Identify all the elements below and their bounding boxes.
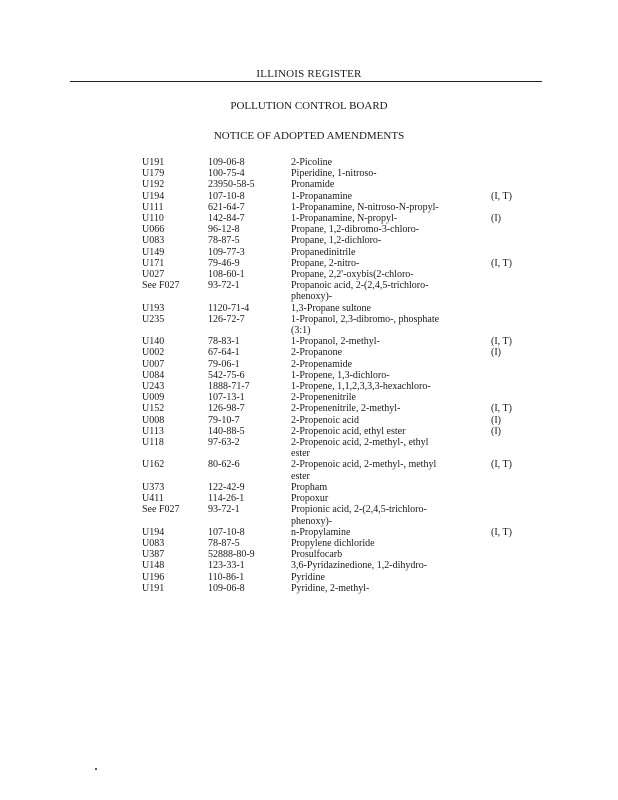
cas-number-cell: 52888-80-9 [208, 549, 255, 561]
substance-name-cell: 1-Propanamine, N-propyl- [291, 213, 398, 225]
waste-code-cell: U149 [142, 246, 165, 258]
waste-code-cell: U152 [142, 403, 165, 415]
substance-name-cell: phenoxy)- [291, 515, 333, 527]
substance-name-cell: 2-Propenoic acid, 2-methyl-, ethyl [291, 437, 429, 449]
table-row [142, 437, 531, 448]
substance-name-cell: 1-Propanol, 2,3-dibromo-, phosphate [291, 313, 440, 325]
substance-name-cell: Propham [291, 481, 328, 493]
hazard-code-cell [491, 504, 531, 515]
cas-number-cell: 78-83-1 [208, 336, 240, 348]
table-row [142, 538, 531, 549]
waste-code-cell: U113 [142, 425, 164, 437]
substance-name-cell: Propylene dichloride [291, 537, 375, 549]
cas-number-cell: 110-86-1 [208, 571, 245, 583]
table-row [142, 448, 531, 459]
table-row [142, 370, 531, 381]
table-row [142, 347, 531, 358]
substance-name-cell: (3:1) [291, 325, 311, 337]
hazard-code-cell [491, 370, 531, 381]
waste-code-cell: U083 [142, 537, 165, 549]
table-row [142, 549, 531, 560]
substance-name-cell: 1-Propene, 1,3-dichloro- [291, 369, 390, 381]
waste-code-cell: U373 [142, 481, 165, 493]
table-row [142, 168, 531, 179]
substance-name-cell: Pyridine, 2-methyl- [291, 582, 370, 594]
hazardous-waste-table [142, 157, 531, 594]
waste-code-cell: See F027 [142, 280, 180, 292]
cas-number-cell: 621-64-7 [208, 201, 245, 213]
table-row [142, 291, 531, 302]
substance-name-cell: Piperidine, 1-nitroso- [291, 168, 377, 180]
substance-name-cell: 2-Propenoic acid [291, 414, 360, 426]
hazard-code-cell [491, 303, 531, 314]
cas-number-cell [208, 325, 291, 336]
substance-name-cell: 1-Propanamine [291, 190, 353, 202]
waste-code-cell: U118 [142, 437, 164, 449]
waste-code-cell: U411 [142, 493, 164, 505]
hazard-code-cell [491, 538, 531, 549]
hazard-code-cell [491, 179, 531, 190]
hazard-code-cell [491, 549, 531, 560]
substance-name-cell: 2-Picoline [291, 157, 333, 168]
substance-name-cell: Prosulfocarb [291, 549, 343, 561]
table-row [142, 504, 531, 515]
table-row [142, 527, 531, 538]
table-row [142, 459, 531, 470]
table-row [142, 392, 531, 403]
substance-name-cell: Propanoic acid, 2-(2,4,5-trichloro- [291, 280, 429, 292]
hazard-code-cell: (I) [491, 213, 501, 225]
waste-code-cell: U387 [142, 549, 165, 561]
cas-number-cell: 78-87-5 [208, 235, 240, 247]
waste-code-cell: U009 [142, 392, 165, 404]
cas-number-cell: 23950-58-5 [208, 179, 255, 191]
waste-code-cell: U148 [142, 560, 165, 572]
cas-number-cell [208, 448, 291, 459]
waste-code-cell: U191 [142, 157, 165, 168]
cas-number-cell: 80-62-6 [208, 459, 240, 471]
substance-name-cell: Propane, 2,2'-oxybis(2-chloro- [291, 269, 414, 281]
substance-name-cell: phenoxy)- [291, 291, 333, 303]
cas-number-cell: 114-26-1 [208, 493, 245, 505]
cas-number-cell: 109-77-3 [208, 246, 245, 258]
waste-code-cell: U110 [142, 213, 164, 225]
substance-name-cell: 1,3-Propane sultone [291, 302, 371, 314]
table-row [142, 157, 531, 168]
table-row [142, 426, 531, 437]
substance-name-cell: 2-Propenamide [291, 358, 353, 370]
hazard-code-cell [491, 583, 531, 594]
waste-code-cell: U192 [142, 179, 165, 191]
table-row [142, 269, 531, 280]
waste-code-cell: U007 [142, 358, 165, 370]
table-row [142, 415, 531, 426]
waste-code-cell: U193 [142, 302, 165, 314]
cas-number-cell: 1888-71-7 [208, 381, 250, 393]
hazardous-waste-table-body [142, 157, 531, 594]
substance-name-cell: 1-Propanol, 2-methyl- [291, 336, 380, 348]
hazard-code-cell [491, 493, 531, 504]
hazard-code-cell [491, 224, 531, 235]
hazard-code-cell: (I, T) [491, 459, 512, 471]
substance-name-cell: 2-Propenenitrile [291, 392, 356, 404]
substance-name-cell: 2-Propenenitrile, 2-methyl- [291, 403, 401, 415]
table-row [142, 471, 531, 482]
hazard-code-cell: (I) [491, 347, 501, 359]
waste-code-cell [142, 516, 208, 527]
waste-code-cell: U084 [142, 369, 165, 381]
hazard-code-cell [491, 572, 531, 583]
cas-number-cell: 123-33-1 [208, 560, 245, 572]
cas-number-cell: 93-72-1 [208, 504, 240, 516]
table-row [142, 359, 531, 370]
waste-code-cell: U194 [142, 526, 165, 538]
hazard-code-cell [491, 168, 531, 179]
table-row [142, 303, 531, 314]
substance-name-cell: 1-Propanamine, N-nitroso-N-propyl- [291, 201, 439, 213]
scan-speck [95, 768, 97, 770]
table-row [142, 280, 531, 291]
table-row [142, 247, 531, 258]
waste-code-cell: U191 [142, 582, 165, 594]
cas-number-cell: 100-75-4 [208, 168, 245, 180]
table-row [142, 493, 531, 504]
cas-number-cell: 107-13-1 [208, 392, 245, 404]
cas-number-cell: 140-88-5 [208, 425, 245, 437]
cas-number-cell: 96-12-8 [208, 224, 240, 236]
table-row [142, 235, 531, 246]
hazard-code-cell [491, 202, 531, 213]
hazard-code-cell [491, 381, 531, 392]
substance-name-cell: 2-Propenoic acid, 2-methyl-, methyl [291, 459, 437, 471]
table-row [142, 325, 531, 336]
cas-number-cell: 79-10-7 [208, 414, 240, 426]
hazard-code-cell: (I, T) [491, 403, 512, 415]
table-row [142, 202, 531, 213]
substance-name-cell: Propoxur [291, 493, 329, 505]
cas-number-cell: 126-72-7 [208, 313, 245, 325]
substance-name-cell: Propane, 1,2-dibromo-3-chloro- [291, 224, 420, 236]
table-row [142, 258, 531, 269]
hazard-code-cell [491, 280, 531, 291]
hazard-code-cell [491, 448, 531, 459]
hazard-code-cell: (I) [491, 425, 501, 437]
hazard-code-cell [491, 157, 531, 168]
waste-code-cell: U008 [142, 414, 165, 426]
hazard-code-cell [491, 325, 531, 336]
hazard-code-cell [491, 269, 531, 280]
cas-number-cell: 107-10-8 [208, 190, 245, 202]
waste-code-cell: U111 [142, 201, 164, 213]
cas-number-cell [208, 516, 291, 527]
cas-number-cell: 122-42-9 [208, 481, 245, 493]
cas-number-cell [208, 291, 291, 302]
hazard-code-cell: (I, T) [491, 190, 512, 202]
hazard-code-cell [491, 482, 531, 493]
hazard-code-cell [491, 392, 531, 403]
substance-name-cell: 1-Propene, 1,1,2,3,3,3-hexachloro- [291, 381, 431, 393]
waste-code-cell: U179 [142, 168, 165, 180]
hazard-code-cell [491, 291, 531, 302]
hazard-code-cell: (I, T) [491, 257, 512, 269]
cas-number-cell: 107-10-8 [208, 526, 245, 538]
table-row [142, 179, 531, 190]
hazard-code-cell [491, 437, 531, 448]
substance-name-cell: n-Propylamine [291, 526, 351, 538]
hazard-code-cell: (I, T) [491, 526, 512, 538]
substance-name-cell: 2-Propanone [291, 347, 343, 359]
waste-code-cell: U235 [142, 313, 165, 325]
waste-code-cell: U002 [142, 347, 165, 359]
substance-name-cell: Propanedinitrile [291, 246, 356, 258]
waste-code-cell [142, 291, 208, 302]
waste-code-cell: U162 [142, 459, 165, 471]
substance-name-cell: ester [291, 470, 310, 482]
waste-code-cell: U171 [142, 257, 165, 269]
table-row [142, 560, 531, 571]
hazard-code-cell [491, 247, 531, 258]
waste-code-cell [142, 325, 208, 336]
hazard-code-cell [491, 314, 531, 325]
hazard-code-cell: (I, T) [491, 336, 512, 348]
cas-number-cell: 79-46-9 [208, 257, 240, 269]
cas-number-cell: 93-72-1 [208, 280, 240, 292]
hazard-code-cell [491, 516, 531, 527]
waste-code-cell: U083 [142, 235, 165, 247]
substance-name-cell: ester [291, 448, 310, 460]
cas-number-cell: 97-63-2 [208, 437, 240, 449]
substance-name-cell: Propane, 1,2-dichloro- [291, 235, 382, 247]
table-row [142, 482, 531, 493]
cas-number-cell: 109-06-8 [208, 157, 245, 168]
hazard-code-cell [491, 471, 531, 482]
hazard-code-cell [491, 560, 531, 571]
header-rule [70, 81, 542, 82]
waste-code-cell [142, 448, 208, 459]
table-row [142, 583, 531, 594]
waste-code-cell: See F027 [142, 504, 180, 516]
waste-code-cell [142, 471, 208, 482]
table-row [142, 191, 531, 202]
cas-number-cell: 79-06-1 [208, 358, 240, 370]
cas-number-cell: 78-87-5 [208, 537, 240, 549]
cas-number-cell: 108-60-1 [208, 269, 245, 281]
substance-name-cell: Pronamide [291, 179, 335, 191]
cas-number-cell: 126-98-7 [208, 403, 245, 415]
table-row [142, 314, 531, 325]
table-row [142, 213, 531, 224]
table-row [142, 336, 531, 347]
waste-code-cell: U196 [142, 571, 165, 583]
waste-code-cell: U027 [142, 269, 165, 281]
substance-name-cell: Propionic acid, 2-(2,4,5-trichloro- [291, 504, 427, 516]
register-title: ILLINOIS REGISTER [256, 68, 362, 80]
waste-code-cell: U066 [142, 224, 165, 236]
table-row [142, 516, 531, 527]
cas-number-cell: 542-75-6 [208, 369, 245, 381]
cas-number-cell: 1120-71-4 [208, 302, 250, 314]
cas-number-cell [208, 471, 291, 482]
hazard-code-cell [491, 235, 531, 246]
table-row [142, 403, 531, 414]
waste-code-cell: U194 [142, 190, 165, 202]
cas-number-cell: 142-84-7 [208, 213, 245, 225]
hazard-code-cell [491, 359, 531, 370]
waste-code-cell: U140 [142, 336, 165, 348]
substance-name-cell: 2-Propenoic acid, ethyl ester [291, 425, 406, 437]
cas-number-cell: 109-06-8 [208, 582, 245, 594]
hazard-code-cell: (I) [491, 414, 501, 426]
table-row [142, 224, 531, 235]
table-row [142, 572, 531, 583]
waste-code-cell: U243 [142, 381, 165, 393]
cas-number-cell: 67-64-1 [208, 347, 240, 359]
substance-name-cell: 3,6-Pyridazinedione, 1,2-dihydro- [291, 560, 428, 572]
notice-title: NOTICE OF ADOPTED AMENDMENTS [213, 130, 405, 142]
substance-name-cell: Propane, 2-nitro- [291, 257, 360, 269]
substance-name-cell: Pyridine [291, 571, 325, 583]
table-row [142, 381, 531, 392]
board-title: POLLUTION CONTROL BOARD [230, 100, 388, 112]
